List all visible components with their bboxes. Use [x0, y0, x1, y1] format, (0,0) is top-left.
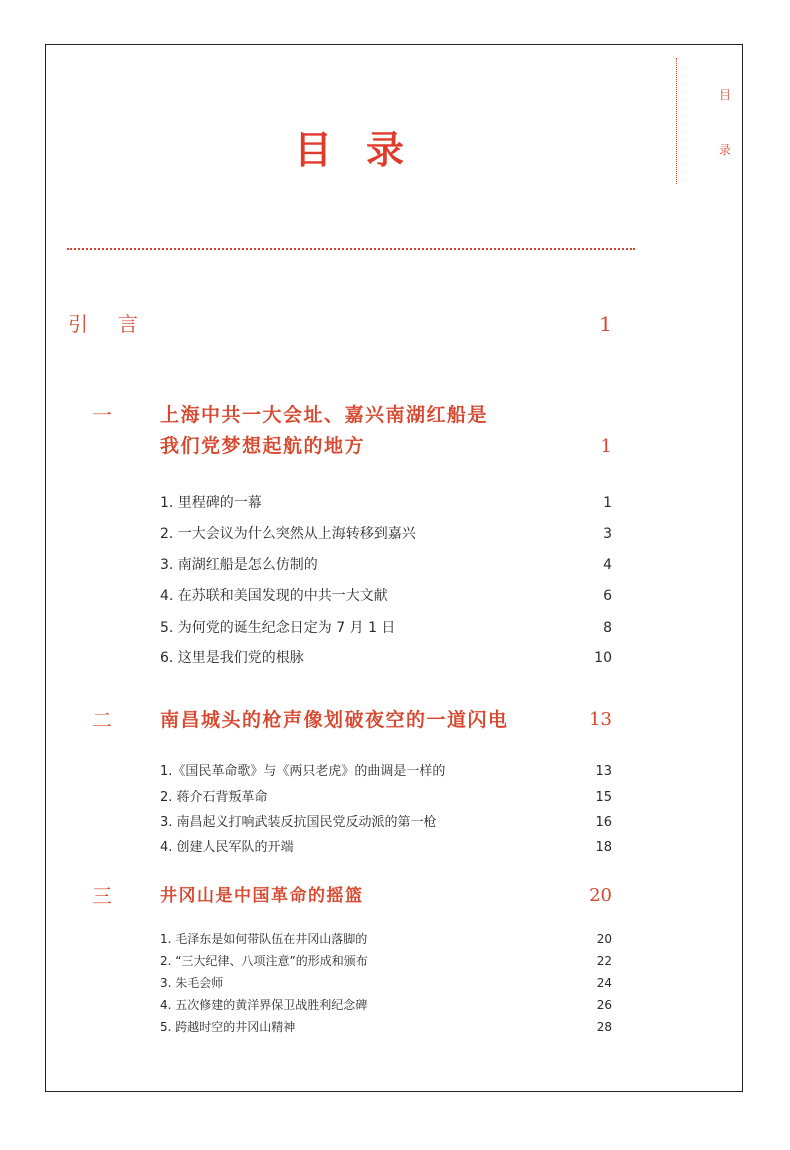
chapter-number: 二 [92, 708, 112, 732]
entry-page-number: 18 [595, 840, 612, 855]
chapter-title-line-1: 南昌城头的枪声像划破夜空的一道闪电 [160, 709, 509, 731]
entry-title: 4. 创建人民军队的开端 [160, 840, 294, 855]
entry-page-number: 8 [603, 620, 612, 636]
chapter-page-number: 1 [600, 436, 612, 457]
chapter-number: 三 [92, 884, 112, 908]
entry-title: 5. 为何党的诞生纪念日定为 7 月 1 日 [160, 620, 396, 636]
entry-title: 4. 五次修建的黄洋界保卫战胜利纪念碑 [160, 998, 368, 1012]
chapter-page-number: 20 [589, 885, 612, 906]
chapter-number: 一 [92, 403, 112, 427]
side-tab-char-2: 录 [718, 143, 731, 157]
entry-title: 1. 毛泽东是如何带队伍在井冈山落脚的 [160, 932, 368, 946]
chapter-page-number: 13 [589, 709, 612, 730]
page-title: 目录 [294, 128, 439, 172]
entry-page-number: 20 [596, 932, 612, 946]
entry-title: 2. 一大会议为什么突然从上海转移到嘉兴 [160, 526, 416, 542]
side-tab-char-1: 目 [718, 88, 731, 102]
entry-title: 6. 这里是我们党的根脉 [160, 650, 304, 666]
entry-title: 5. 跨越时空的井冈山精神 [160, 1020, 296, 1034]
entry-title: 3. 南湖红船是怎么仿制的 [160, 557, 318, 573]
intro-page-number: 1 [599, 312, 612, 336]
chapter-title-line-1: 井冈山是中国革命的摇篮 [160, 886, 364, 906]
chapter-title-line-2: 我们党梦想起航的地方 [160, 435, 366, 457]
entry-page-number: 6 [603, 588, 612, 604]
entry-page-number: 26 [596, 998, 612, 1012]
entry-page-number: 10 [594, 650, 612, 666]
entry-page-number: 24 [596, 976, 612, 990]
side-divider [676, 58, 677, 184]
entry-title: 1.《国民革命歌》与《两只老虎》的曲调是一样的 [160, 764, 446, 779]
entry-title: 3. 南昌起义打响武装反抗国民党反动派的第一枪 [160, 815, 437, 830]
entry-title: 3. 朱毛会师 [160, 976, 224, 990]
title-divider [67, 248, 635, 250]
entry-title: 4. 在苏联和美国发现的中共一大文献 [160, 588, 388, 604]
intro-label: 引言 [68, 312, 168, 336]
entry-page-number: 13 [595, 764, 612, 779]
entry-page-number: 1 [603, 495, 612, 511]
entry-title: 1. 里程碑的一幕 [160, 495, 262, 511]
chapter-title-line-1: 上海中共一大会址、嘉兴南湖红船是 [160, 404, 489, 426]
side-tab [718, 88, 732, 157]
page-frame [45, 44, 743, 1092]
entry-page-number: 16 [595, 815, 612, 830]
entry-page-number: 28 [596, 1020, 612, 1034]
entry-page-number: 3 [603, 526, 612, 542]
entry-title: 2. 蒋介石背叛革命 [160, 790, 268, 805]
entry-title: 2. “三大纪律、八项注意”的形成和颁布 [160, 954, 368, 968]
entry-page-number: 4 [603, 557, 612, 573]
entry-page-number: 15 [595, 790, 612, 805]
entry-page-number: 22 [596, 954, 612, 968]
